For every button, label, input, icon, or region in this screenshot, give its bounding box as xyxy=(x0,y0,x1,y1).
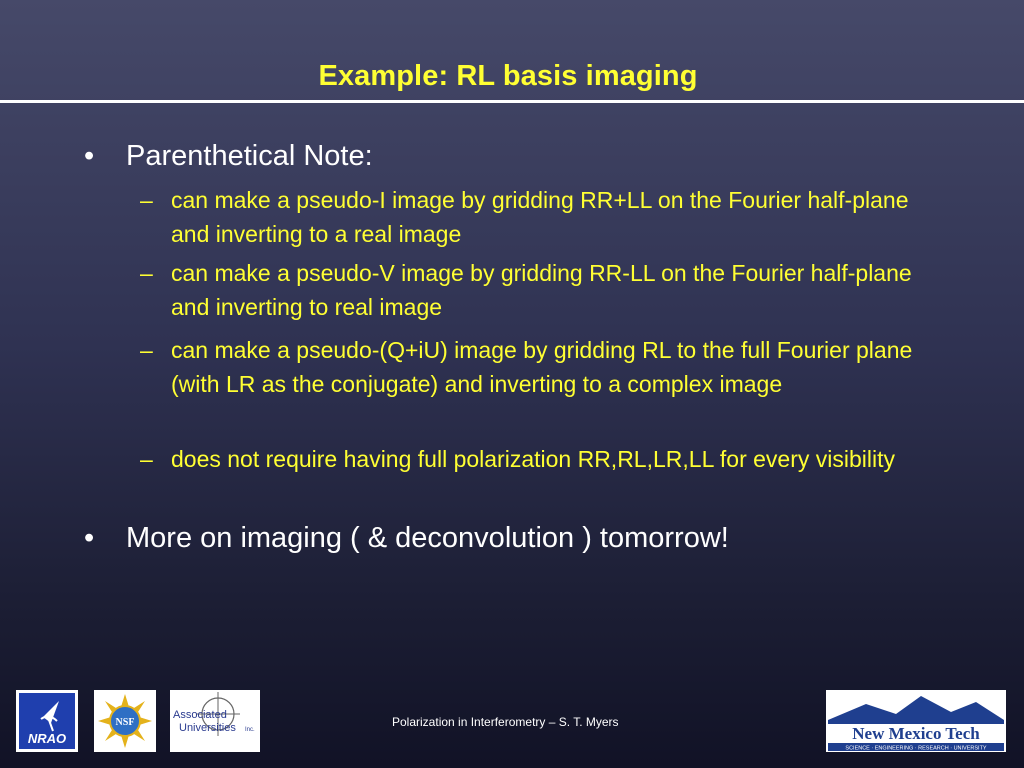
dash-icon: – xyxy=(140,446,153,472)
nmt-logo-tagline: SCIENCE · ENGINEERING · RESEARCH · UNIVERSITY xyxy=(845,745,987,752)
nsf-globe-icon xyxy=(97,693,153,749)
nsf-logo-text: NSF xyxy=(115,717,135,728)
sub-bullet-item xyxy=(140,183,930,251)
slide-footer: Polarization in Interferometry – S. T. Myers xyxy=(392,715,619,729)
nmt-logo-name: New Mexico Tech xyxy=(852,724,980,743)
sub-bullet-text: can make a pseudo-(Q+iU) image by gridding RL to the full Fourier plane (with LR as the conjugate) and inverting to a complex image xyxy=(171,337,913,397)
bullet-text: Parenthetical Note: xyxy=(126,140,373,172)
mountain-icon xyxy=(826,690,1006,752)
bullet-icon: • xyxy=(84,140,95,172)
sub-bullet-text: does not require having full polarization RR,RL,LR,LL for every visibility xyxy=(171,446,895,472)
nrao-logo-text: NRAO xyxy=(27,731,67,746)
sub-bullet-item xyxy=(140,333,930,401)
nrao-dish-icon xyxy=(19,693,75,749)
dash-icon: – xyxy=(140,337,153,363)
bullet-item xyxy=(84,140,373,173)
aui-logo xyxy=(170,690,260,752)
sub-bullet-item xyxy=(140,442,930,476)
slide-title: Example: RL basis imaging xyxy=(318,60,698,92)
sub-bullet-text: can make a pseudo-V image by gridding RR-LL on the Fourier half-plane and inverting to real image xyxy=(171,260,912,320)
dash-icon: – xyxy=(140,187,153,213)
dash-icon: – xyxy=(140,260,153,286)
bullet-icon: • xyxy=(84,522,95,554)
aui-logo-line1: Associated xyxy=(173,709,227,721)
aui-logo-suffix: Inc. xyxy=(245,727,255,733)
sub-bullet-text: can make a pseudo-I image by gridding RR+LL on the Fourier half-plane and inverting to a real image xyxy=(171,187,909,247)
bullet-item xyxy=(84,522,729,555)
nsf-logo xyxy=(94,690,156,752)
title-divider xyxy=(0,100,1024,103)
bullet-text: More on imaging ( & deconvolution ) tomorrow! xyxy=(126,522,729,554)
crosshair-icon xyxy=(170,690,260,752)
sub-bullet-item xyxy=(140,256,930,324)
new-mexico-tech-logo xyxy=(826,690,1006,752)
nrao-logo xyxy=(16,690,78,752)
aui-logo-line2: Universities xyxy=(179,722,236,734)
